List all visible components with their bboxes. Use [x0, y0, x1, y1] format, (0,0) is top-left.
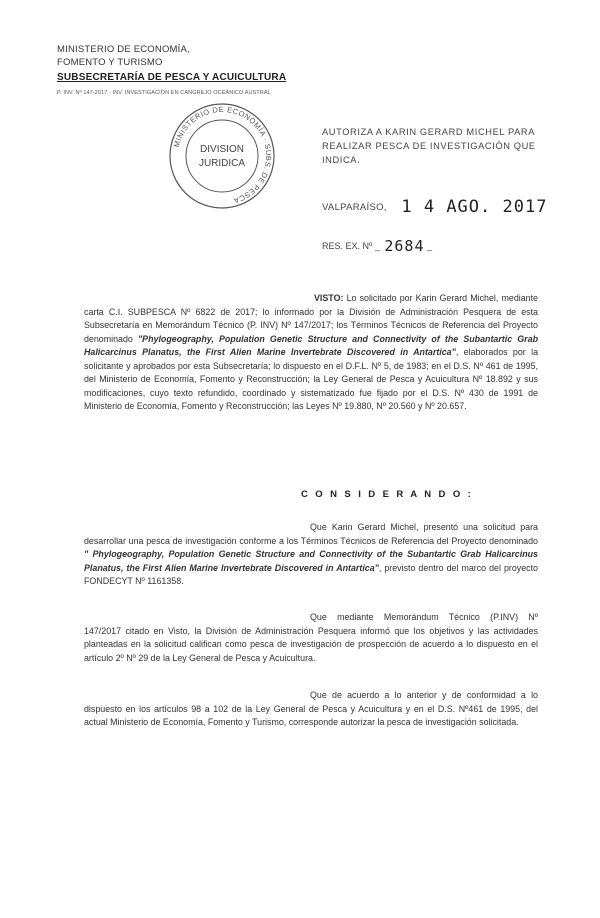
considerando-1-text-b: , previsto dentro del marco del proyecto FONDECYT Nº 1161358. [84, 562, 538, 586]
subsecretaria-heading: SUBSECRETARÍA DE PESCA Y ACUICULTURA [57, 72, 287, 83]
considerando-paragraph-3 [84, 689, 538, 730]
reference-line: P. INV. Nº 147-2017 - INV. INVESTIGACIÓN EN CANGREJO OCEÁNICO AUSTRAL [57, 90, 271, 96]
visto-lead: VISTO: [314, 293, 344, 303]
division-juridica-stamp [166, 100, 278, 212]
considerando-1-text-a: Que Karin Gerard Michel, presentó una solicitud para desarrollar una pesca de investigación conforme a los Términos Técnicos de Referencia del Proyecto denominado [84, 522, 538, 546]
resolution-number-dash: _ [374, 241, 380, 251]
place-date-line [322, 197, 547, 217]
visto-paragraph [84, 292, 538, 414]
visto-text-1: Lo solicitado por Karin Gerard Michel, mediante carta C.I. SUBPESCA Nº 6822 de 2017; lo informado por la División de Administración Pesquera de esta Subsecretaría en Memorándum Técnico (P. INV) Nº 147/2017; los Términos Técnicos de Referencia del Proyecto denominado [84, 293, 538, 344]
considerando-heading: C O N S I D E R A N D O : [301, 489, 474, 500]
visto-text-2: , elaborados por la solicitante y aprobados por esta Subsecretaría; lo dispuesto en el D.F.L. Nº 5, de 1983; en el D.S. Nº 461 de 1995, del Ministerio de Economía, Fomento y Reconstrucción; la Ley General de Pesca y Acuicultura Nº 18.892 y sus modificaciones, cuyo texto refundido, coordinado y sistematizado fue fijado por el D.S. Nº 430 de 1991 de Ministerio de Economía, Fomento y Reconstrucción; las Leyes Nº 19.880, Nº 20.560 y Nº 20.657. [84, 347, 539, 411]
considerando-3-text: Que de acuerdo a lo anterior y de conformidad a lo dispuesto en los artículos 98 a 102 de la Ley General de Pesca y Acuicultura y en el D.S. Nº461 de 1995, del actual Ministerio de Economía, Fomento y Turismo, corresponde autorizar la pesca de investigación solicitada. [84, 690, 538, 727]
place: VALPARAÍSO, [322, 202, 387, 213]
resolution-number: 2684 [384, 237, 425, 255]
resolution-number-label: RES. EX. Nº [322, 241, 373, 251]
considerando-2-text: Que mediante Memorándum Técnico (P.INV) Nº 147/2017 citado en Visto, la División de Administración Pesquera informó que los objetivos y las actividades planteadas en la solicitud califican como pesca de investigación de prospección de acuerdo a lo dispuesto en el artículo 2º Nº 29 de la Ley General de Pesca y Acuicultura. [84, 612, 538, 663]
stamp-line-2: JURIDICA [198, 158, 246, 169]
stamp-ring-text: MINISTERIO DE ECONOMÍA · SUBS. DE PESCA [171, 104, 274, 206]
stamp-line-1: DIVISION [200, 144, 244, 155]
ministry-line-2: FOMENTO Y TURISMO [57, 57, 163, 68]
considerando-paragraph-2 [84, 611, 538, 665]
considerando-paragraph-1 [84, 521, 538, 589]
visto-project-title: "Phylogeography, Population Genetic Structure and Connectivity of the Subantartic Grab Halicarcinus Planatus, the First Alien Marine Invertebrate Discovered in Antartica" [84, 333, 538, 357]
resolution-title: AUTORIZA A KARIN GERARD MICHEL PARA REALIZAR PESCA DE INVESTIGACIÓN QUE INDICA. [322, 127, 536, 165]
considerando-1-project-title: " Phylogeography, Population Genetic Structure and Connectivity of the Subantartic Grab Halicarcinus Planatus, the First Alien Marine Invertebrate Discovered in Antartica" [84, 549, 538, 573]
resolution-date: 1 4 AGO. 2017 [401, 197, 548, 217]
ministry-line: MINISTERIO DE ECONOMÍA, [57, 44, 190, 55]
resolution-number-line [322, 237, 432, 255]
resolution-number-underline: _ [427, 241, 433, 251]
